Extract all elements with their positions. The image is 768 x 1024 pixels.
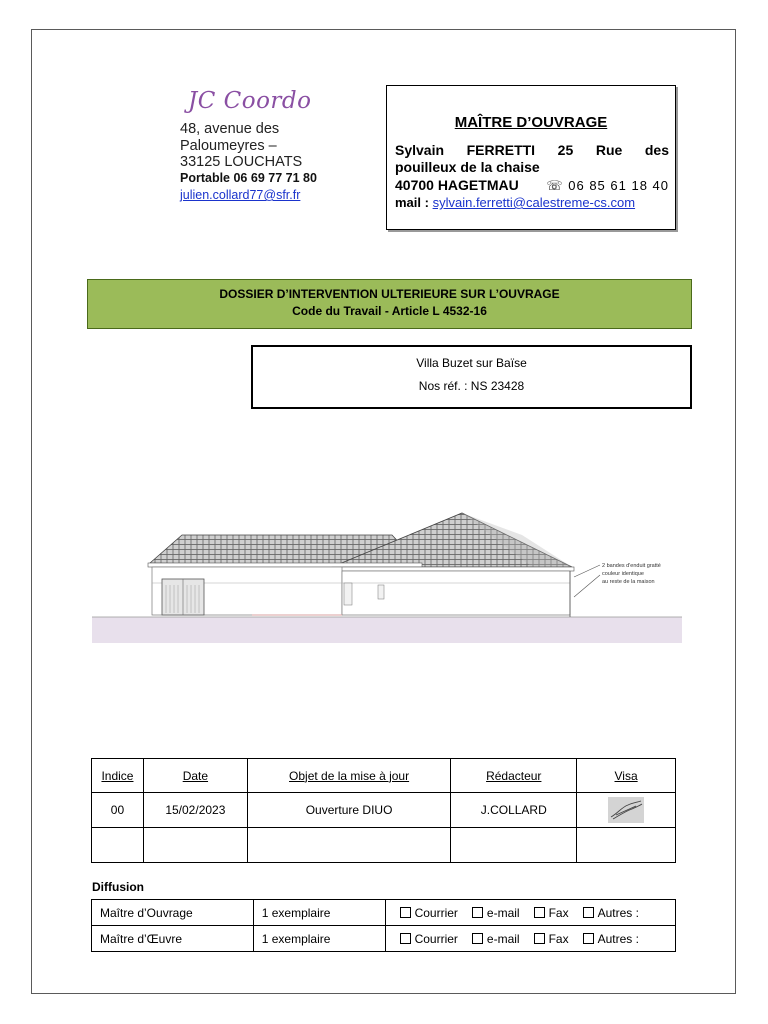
checkbox[interactable] <box>583 933 594 944</box>
cell-recipient: Maître d’Ouvrage <box>92 900 254 926</box>
column-header-visa: Visa <box>577 759 676 793</box>
option-email[interactable] <box>472 932 520 946</box>
project-name: Villa Buzet sur Baïse <box>416 356 527 370</box>
signature-image <box>608 797 644 823</box>
option-courrier[interactable] <box>400 932 458 946</box>
option-autres[interactable] <box>583 906 639 920</box>
client-name-line: Sylvain FERRETTI 25 Rue des <box>395 142 669 158</box>
checkbox[interactable] <box>583 907 594 918</box>
client-email-link[interactable]: sylvain.ferretti@calestreme-cs.com <box>432 195 636 210</box>
diffusion-table <box>91 899 676 952</box>
address-line: 48, avenue des <box>180 121 280 137</box>
cell-copies: 1 exemplaire <box>253 900 385 926</box>
cell-objet: Ouverture DIUO <box>247 793 451 828</box>
maitre-ouvrage-box <box>386 85 676 230</box>
cell-visa <box>577 828 676 863</box>
option-email[interactable] <box>472 906 520 920</box>
option-label: Fax <box>548 905 569 920</box>
table-row <box>92 900 676 926</box>
sender-phone: Portable 06 69 77 71 80 <box>180 171 317 185</box>
column-header-redacteur: Rédacteur <box>451 759 577 793</box>
company-logo: JC Coordo <box>188 88 312 114</box>
document-title-banner <box>87 279 692 329</box>
project-ref: Nos réf. : NS 23428 <box>418 379 525 393</box>
option-fax[interactable] <box>534 932 569 946</box>
checkbox[interactable] <box>534 933 545 944</box>
cell-indice: 00 <box>92 793 144 828</box>
drawing-annotation: couleur identique <box>602 571 644 577</box>
client-mail-label: mail : <box>395 195 429 210</box>
column-header-date: Date <box>143 759 247 793</box>
client-city-line <box>395 177 669 194</box>
cell-recipient: Maître d’Œuvre <box>92 926 254 952</box>
option-label: Courrier <box>414 905 458 920</box>
option-fax[interactable] <box>534 906 569 920</box>
option-label: Autres : <box>597 905 639 920</box>
option-label: Fax <box>548 931 569 946</box>
house-elevation-drawing <box>92 505 682 645</box>
cell-objet <box>247 828 451 863</box>
option-label: Autres : <box>597 931 639 946</box>
table-header-row <box>92 759 676 793</box>
drawing-annotation: au reste de la maison <box>602 579 655 585</box>
client-mail-line <box>395 195 635 210</box>
ground <box>92 617 682 643</box>
checkbox[interactable] <box>472 907 483 918</box>
cell-options <box>385 926 675 952</box>
client-city: 40700 HAGETMAU <box>395 177 519 193</box>
address-line: 33125 LOUCHATS <box>180 154 303 170</box>
revisions-table <box>91 758 676 863</box>
checkbox[interactable] <box>400 907 411 918</box>
column-header-indice: Indice <box>92 759 144 793</box>
maitre-ouvrage-title: MAÎTRE D’OUVRAGE <box>454 114 608 131</box>
sender-address <box>180 121 302 171</box>
checkbox[interactable] <box>400 933 411 944</box>
option-label: e-mail <box>486 905 520 920</box>
address-line: Paloumeyres – <box>180 137 277 154</box>
right-wall <box>342 571 570 615</box>
checkbox[interactable] <box>534 907 545 918</box>
cell-indice <box>92 828 144 863</box>
checkbox[interactable] <box>472 933 483 944</box>
cell-redacteur: J.COLLARD <box>451 793 577 828</box>
document-title: DOSSIER D’INTERVENTION ULTERIEURE SUR L’OUVRAGE <box>219 287 560 301</box>
client-street-line: pouilleux de la chaise <box>395 159 540 175</box>
client-phone: ☏ 06 85 61 18 40 <box>546 178 669 193</box>
option-autres[interactable] <box>583 932 639 946</box>
project-box <box>251 345 692 409</box>
column-header-objet: Objet de la mise à jour <box>247 759 451 793</box>
table-row <box>92 828 676 863</box>
option-courrier[interactable] <box>400 906 458 920</box>
option-label: Courrier <box>414 931 458 946</box>
cell-date: 15/02/2023 <box>143 793 247 828</box>
sender-email-link[interactable]: julien.collard77@sfr.fr <box>180 188 301 202</box>
option-label: e-mail <box>486 931 520 946</box>
document-subtitle: Code du Travail - Article L 4532-16 <box>292 304 487 318</box>
drawing-annotation: 2 bandes d'enduit gratté <box>602 563 661 569</box>
cell-visa <box>577 793 676 828</box>
diffusion-label: Diffusion <box>92 880 144 894</box>
table-row <box>92 793 676 828</box>
cell-redacteur <box>451 828 577 863</box>
cell-copies: 1 exemplaire <box>253 926 385 952</box>
table-row <box>92 926 676 952</box>
cell-date <box>143 828 247 863</box>
cell-options <box>385 900 675 926</box>
